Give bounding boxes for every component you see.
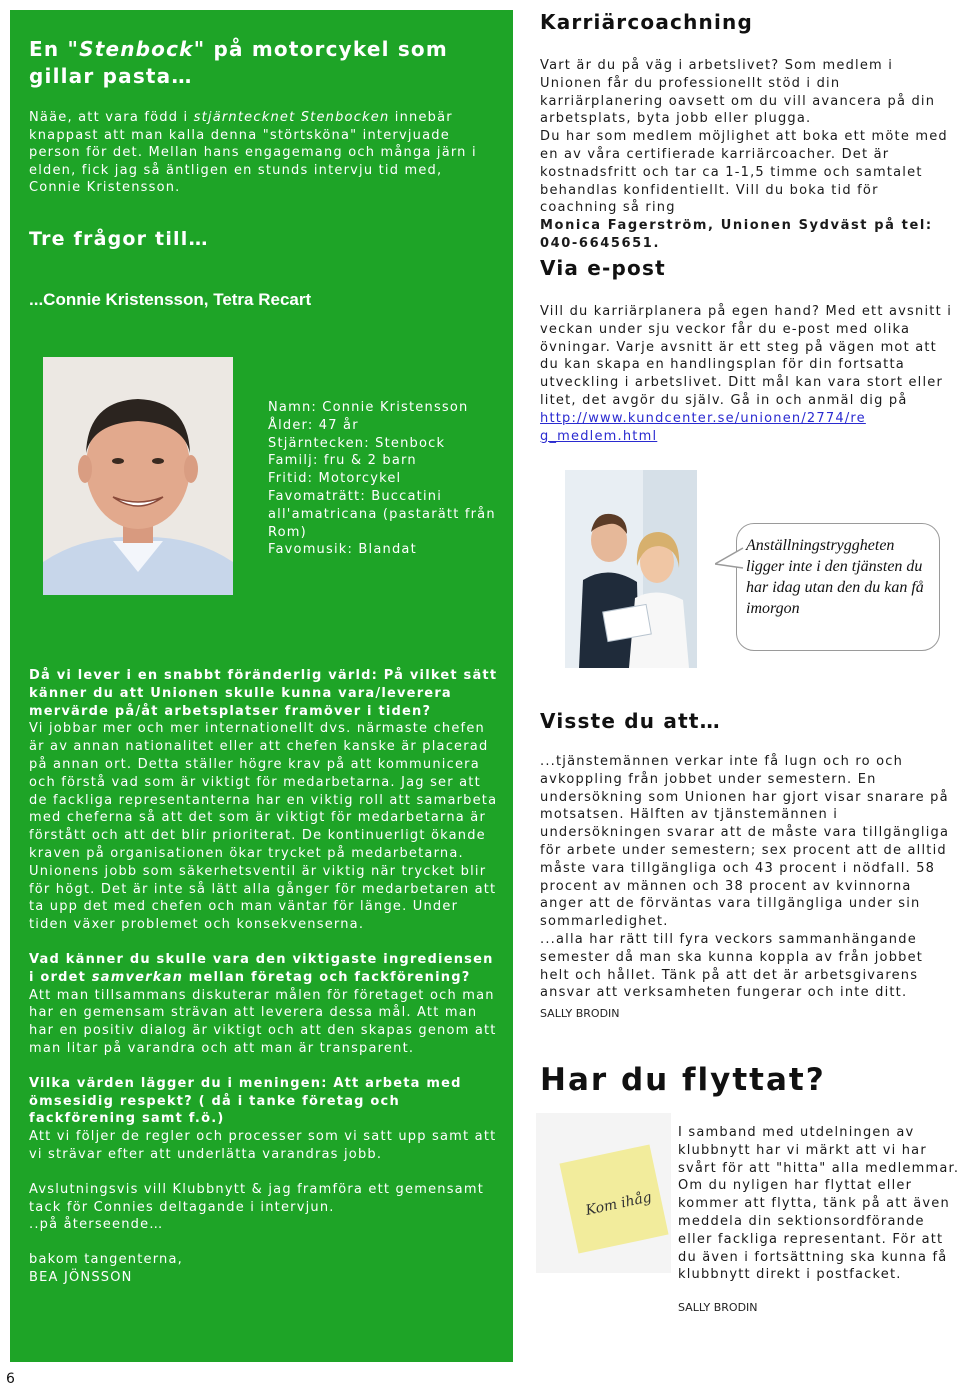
signature: bakom tangenterna, BEA JÖNSSON (29, 1252, 183, 1285)
sticky-note-illustration (536, 1113, 671, 1273)
question-1: Då vi lever i en snabbt föränderlig värld: På vilket sätt känner du att Unionen skulle kunna vara/leverera mervärde på/åt arbetsplatser framöver i tiden? (29, 668, 498, 719)
registration-link[interactable]: http://www.kundcenter.se/unionen/2774/reg_medlem.html (540, 410, 866, 444)
fact-food: Favomaträtt: Buccatini all'amatricana (pastarätt från Rom) (268, 488, 496, 540)
qa-block-1 (29, 667, 499, 934)
section-heading: Tre frågor till… (29, 228, 209, 250)
qa-block-3 (29, 1075, 499, 1164)
fact-hobby: Fritid: Motorcykel (268, 471, 402, 487)
fact-sign: Stjärntecken: Stenbock (268, 435, 446, 451)
flyttat-text: I samband med utdelningen av klubbnytt har vi märkt att vi har svårt för att "hitta" alla medlemmar. Om du nyligen har flyttat eller kommer att flytta, tänk på att även meddela din sektionsordförande eller fackliga representant. För att du även i fortsättning ska kunna få klubbnytt direkt i postfacket. (678, 1125, 960, 1283)
visste-text: ...tjänstemännen verkar inte få lugn och ro och avkoppling från jobbet under semestern. En undersökning som Unionen har gjort visar snarare på motsatsen. Hälften av tjänstemännen i undersökningen svarar att de måste vara tillgängliga för arbete under semestern; sex procent att de alltid måste vara tillgängliga och 43 procent i nödfall. 58 procent av männen och 38 procent av kvinnorna anger att de förväntas vara tillgängliga under sin sommarledighet. ...alla har rätt till fyra veckors sammanhängande semester då man ska kunna koppla av från jobbet helt och hållet. Tänk på att det är arbetsgivarens ansvar att verksamheten fungerar och inte ditt. (540, 754, 950, 1001)
note-text: Kom ihåg (584, 1189, 654, 1219)
epost-heading: Via e-post (540, 256, 666, 280)
fact-list (268, 399, 498, 559)
answer-2: Att man tillsammans diskuterar målen för företaget och man har en gemensam strävan att leverera dessa mål. Att man har en positiv dialog är viktigt och att den skapas genom att man litar på varandra och att man är transparent. (29, 987, 497, 1056)
colleagues-illustration (565, 470, 697, 668)
visste-signature: SALLY BRODIN (540, 1007, 620, 1020)
fact-family: Familj: fru & 2 barn (268, 453, 417, 469)
quote-text: Anställningstryggheten ligger inte i den tjänsten du har idag utan den du kan få imorgon (746, 537, 924, 617)
interview-body (29, 667, 499, 1287)
question-3: Vilka värden lägger du i meningen: Att arbeta med ömsesidig respekt? ( då i tanke företag och fackförening samt f.ö.) (29, 1075, 462, 1127)
outro: Avslutningsvis vill Klubbnytt & jag framföra ett gemensamt tack för Connies deltagande i intervjun. ..på återseende… (29, 1181, 485, 1233)
flyttat-signature: SALLY BRODIN (678, 1301, 758, 1314)
coaching-text: Vart är du på väg i arbetslivet? Som medlem i Unionen får du professionellt stöd i din karriärplanering oavsett om du vill avancera på din arbetsplats, byta jobb eller plugga. Du har som medlem möjlighet att boka ett möte med en av våra certifierade karriärcoacher. Det är kostnadsfritt och tar ca 1-1,5 timme och samtalet behandlas konfidentiellt. Vill du boka tid för coachning så ring Monica Fagerström, Unionen Sydväst på tel: 040-6645651. (540, 57, 958, 253)
epost-text: Vill du karriärplanera på egen hand? Med ett avsnitt i veckan under sju veckor får du e-post med olika övningar. Varje avsnitt är ett steg på vägen mot att du kan skapa en handlingsplan för din fortsatta utveckling i arbetslivet. Ditt mål kan vara stort eller litet, det avgör du själv. Gå in och anmäl dig på http://www.kundcenter.se/unionen/2774/reg_medlem.html (540, 304, 953, 444)
coaching-contact: Monica Fagerström, Unionen Sydväst på tel: 040-6645651. (540, 218, 933, 251)
bubble-tail-icon (715, 546, 745, 576)
fact-name: Namn: Connie Kristensson (268, 400, 469, 415)
article-title: En "Stenbock" på motorcykel som gillar pasta… (29, 37, 448, 88)
portrait-illustration (43, 357, 233, 595)
qa-block-2 (29, 951, 499, 1058)
fact-age: Ålder: 47 år (268, 417, 359, 433)
sticky-note-photo (536, 1113, 671, 1273)
article-intro: Nääe, att vara född i stjärntecknet Stenbocken innebär knappast att man kalla denna "störtsköna" intervjuade person för det. Mellan hans engagemang och många järn i elden, fick jag så äntligen en stunds intervju tid med, Connie Kristensson. (29, 110, 477, 196)
fact-music: Favomusik: Blandat (268, 542, 417, 558)
colleagues-photo (565, 470, 697, 668)
visste-heading: Visste du att… (540, 709, 721, 733)
coaching-heading: Karriärcoachning (540, 10, 753, 34)
page-number: 6 (6, 1371, 15, 1387)
flyttat-heading: Har du flyttat? (540, 1062, 826, 1098)
answer-1: Vi jobbar mer och mer internationellt dvs. närmaste chefen är av annan nationalitet eller att chefen kanske är placerad på annan ort. Detta ställer högre krav på att kommunicera och förstå vad som är viktigt för medarbetarna. Jag ser att de fackliga representanterna har en viktig roll att samarbeta med cheferna så att det som är viktigt för medarbetarna är förstått och att det blir prioriterat. De kontinuerligt ökande kraven på organisationen ökar trycket på medarbetarna. Unionens jobb som säkerhetsventil är viktig när trycket blir för högt. Det är inte så lätt alla gånger för medarbetaren att ta upp det med chefen och man väntar för länge. Under tiden växer problemet och konsekvenserna. (29, 721, 498, 933)
answer-3: Att vi följer de regler och processer som vi satt upp samt att vi strävar efter att underlätta varandras jobb. (29, 1129, 497, 1162)
question-2: Vad känner du skulle vara den viktigaste ingrediensen i ordet samverkan mellan företag och fackförening? (29, 951, 494, 985)
interview-subheading: ...Connie Kristensson, Tetra Recart (29, 290, 312, 309)
portrait-photo (43, 357, 233, 595)
